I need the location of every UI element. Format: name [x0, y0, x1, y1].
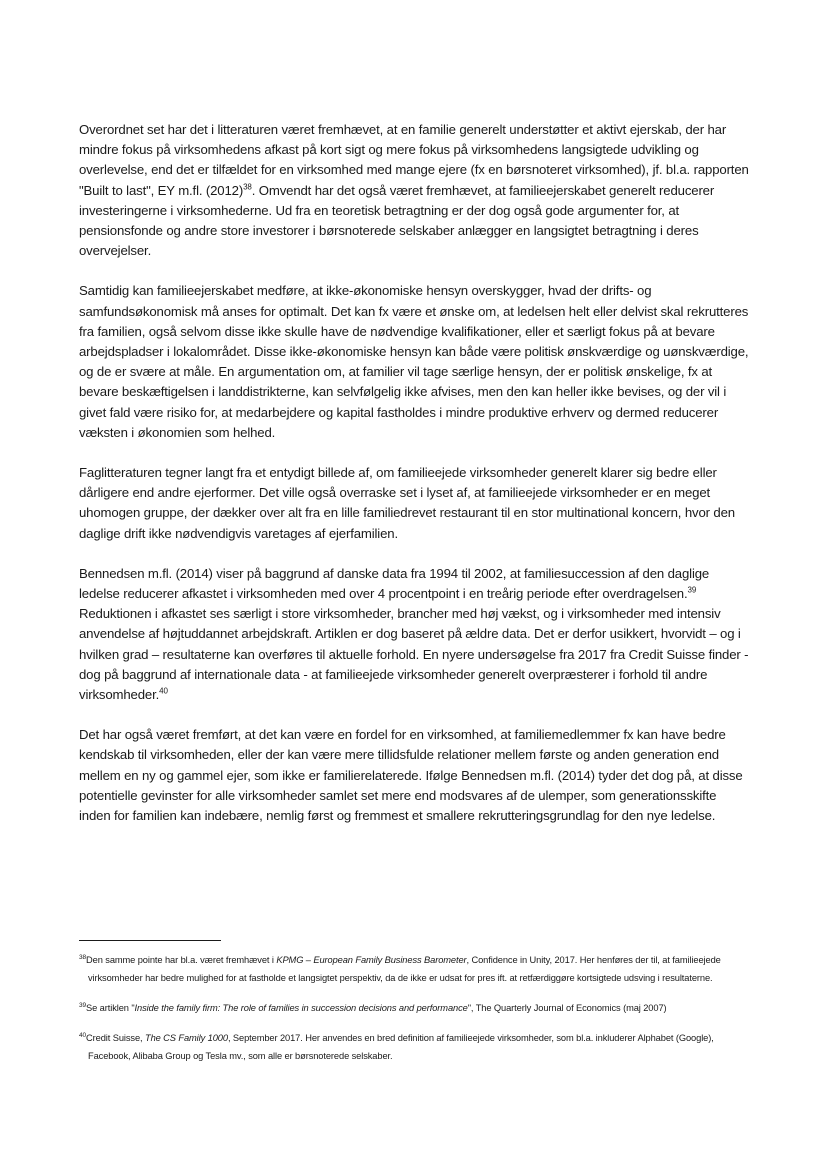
paragraph-2: Samtidig kan familieejerskabet medføre, at ikke-økonomiske hensyn overskygger, hvad der drifts- og samfundsøkonomisk må anses for optimalt. Det kan fx være et ønske om, at ledelsen helt eller delvist skal rekrutteres fra familien, også selvom disse ikke skulle have de nødvendige kvalifikationer, eller et særligt fokus på at bevare arbejdspladser i lokalområdet. Disse ikke-økonomiske hensyn kan både være politisk ønskværdige og uønskværdige, og de er svære at måle. En argumentation om, at familier vil tage særlige hensyn, der er politisk ønskelige, fx at bevare beskæftigelsen i landdistrikterne, kan selvfølgelig ikke afvises, men den kan heller ikke bevises, og der vil i givet fald være risiko for, at medarbejdere og kapital fastholdes i mindre produktive erhverv og dermed reducerer væksten i økonomien som helhed. [79, 283, 749, 440]
body-text [79, 120, 749, 846]
footnote-ref-38[interactable]: 38 [243, 182, 252, 192]
footnote-text: , Confidence in Unity, 2017. Her henføres der til, at familieejede virksomheder har bedre mulighed for at fastholde et langsigtet perspektiv, da de ikke er udsat for pres ift. at retfærdiggøre kortsigtede udsving i resultaterne. [88, 955, 721, 983]
footnote-text: Se artiklen " [86, 1003, 135, 1013]
footnote-separator [79, 940, 221, 941]
paragraph-1-text: Overordnet set har det i litteraturen været fremhævet, at en familie generelt understøtter et aktivt ejerskab, der har mindre fokus på virksomhedens afkast på kort sigt og mere fokus på virksomhedens langsigtede udvikling og overlevelse, end det er tilfældet for en virksomhed med mange ejere (fx en børsnoteret virksomhed), jf. bl.a. rapporten "Built to last", EY m.fl. (2012) [79, 122, 749, 198]
footnote-number: 40 [79, 1031, 87, 1039]
footnote-number: 38 [79, 953, 87, 961]
footnote-39 [79, 999, 754, 1017]
paragraph-5: Det har også været fremført, at det kan være en fordel for en virksomhed, at familiemedlemmer fx kan have bedre kendskab til virksomheden, eller der kan være mere tillidsfulde relationer mellem første og anden generation end mellem en ny og gammel ejer, som ikke er familierelaterede. Ifølge Bennedsen m.fl. (2014) tyder det dog på, at disse potentielle gevinster for alle virksomheder samlet set mere end modsvares af de ulemper, som generationsskifte inden for familien kan indebære, nemlig først og fremmest et smallere rekrutteringsgrundlag for den nye ledelse. [79, 727, 743, 824]
paragraph-4-text-cont: Reduktionen i afkastet ses særligt i store virksomheder, brancher med høj vækst, og i virksomheder med intensiv anvendelse af højtuddannet arbejdskraft. Artiklen er dog baseret på ældre data. Det er derfor usikkert, hvorvidt – og i hvilken grad – resultaterne kan overføres til aktuelle forhold. En nyere undersøgelse fra 2017 fra Credit Suisse finder - dog på baggrund af internationale data - at familieejede virksomheder generelt overpræsterer i forhold til andre virksomheder. [79, 606, 749, 703]
footnote-text: , September 2017. Her anvendes en bred definition af familieejede virksomheder, som bl.a. inkluderer Alphabet (Google), Facebook, Alibaba Group og Tesla mv., som alle er børsnoterede selskaber. [88, 1033, 714, 1061]
footnotes [79, 951, 754, 1077]
footnote-ref-40[interactable]: 40 [159, 686, 168, 696]
footnote-text: Credit Suisse, [86, 1033, 145, 1043]
footnote-title: KPMG – European Family Business Barometer [276, 955, 467, 965]
footnote-title: Inside the family firm: The role of families in succession decisions and performance [134, 1003, 468, 1013]
paragraph-1 [79, 120, 749, 261]
footnote-number: 39 [79, 1001, 87, 1009]
footnote-40 [79, 1029, 754, 1065]
footnote-text: Den samme pointe har bl.a. været fremhævet i [86, 955, 277, 965]
footnote-title: The CS Family 1000 [144, 1033, 228, 1043]
footnote-text: ", The Quarterly Journal of Economics (maj 2007) [467, 1003, 667, 1013]
paragraph-4 [79, 564, 749, 705]
footnote-38 [79, 951, 754, 987]
footnote-ref-39[interactable]: 39 [687, 585, 697, 595]
paragraph-1-text-cont: . Omvendt har det også været fremhævet, at familieejerskabet generelt reducerer investeringerne i virksomhederne. Ud fra en teoretisk betragtning er der dog også gode argumenter for, at pensionsfonde og andre store investorer i børsnoterede selskaber anlægger en langsigtet betragtning i deres overvejelser. [79, 182, 715, 259]
paragraph-4-text: Bennedsen m.fl. (2014) viser på baggrund af danske data fra 1994 til 2002, at familiesuccession af den daglige ledelse reducerer afkastet i virksomheden med over 4 procentpoint i en treårig periode efter overdragelsen. [79, 565, 710, 602]
paragraph-3: Faglitteraturen tegner langt fra et entydigt billede af, om familieejede virksomheder generelt klarer sig bedre eller dårligere end andre ejerformer. Det ville også overraske set i lyset af, at familieejede virksomheder er en meget uhomogen gruppe, der dækker over alt fra en lille familiedrevet restaurant til en stor multinational koncern, hvor den daglige drift ikke nødvendigvis varetages af ejerfamilien. [79, 465, 735, 541]
